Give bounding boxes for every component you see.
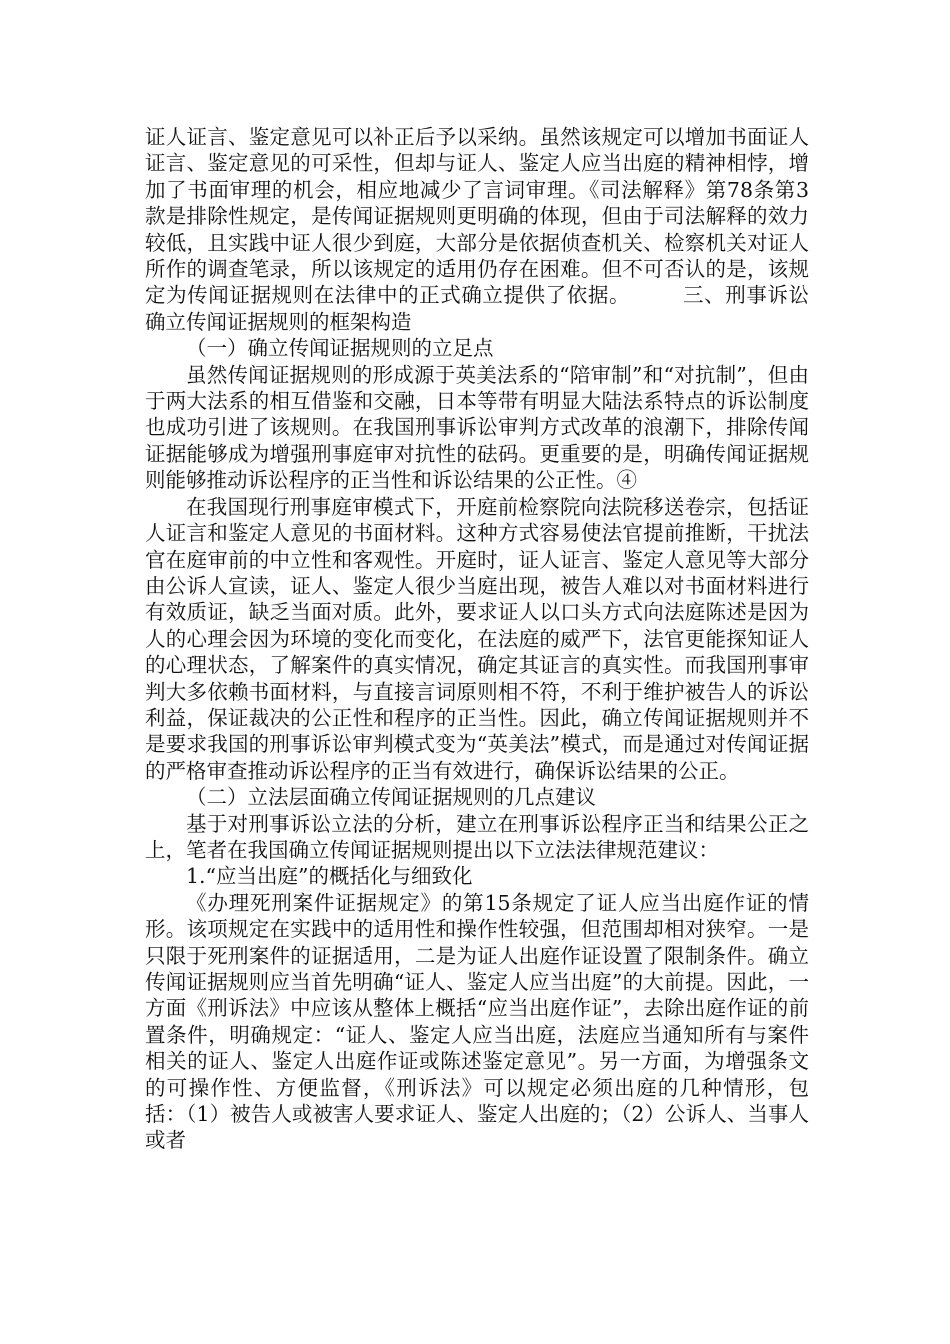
subsection-heading: 1.“应当出庭”的概括化与细致化 bbox=[186, 864, 473, 889]
document-body bbox=[145, 124, 809, 1154]
body-paragraph: 证人证言、鉴定意见可以补正后予以采纳。虽然该规定可以增加书面证人证言、鉴定意见的可采性，但却与证人、鉴定人应当出庭的精神相悖，增加了书面审理的机会，相应地减少了言词审理。《司法解释》第78条第3款是排除性规定，是传闻证据规则更明确的体现，但由于司法解释的效力较低，且实践中证人很少到庭，大部分是依据侦查机关、检察机关对证人所作的调查笔录，所以该规定的适用仍存在困难。但不可否认的是，该规定为传闻证据规则在法律中的正式确立提供了依据。 三、刑事诉讼确立传闻证据规则的框架构造 bbox=[145, 125, 809, 334]
section-heading: （一）确立传闻证据规则的立足点 bbox=[186, 336, 494, 361]
body-paragraph: 基于对刑事诉讼立法的分析，建立在刑事诉讼程序正当和结果公正之上，笔者在我国确立传闻证据规则提出以下立法法律规范建议： bbox=[145, 811, 809, 862]
body-paragraph: 虽然传闻证据规则的形成源于英美法系的“陪审制”和“对抗制”，但由于两大法系的相互借鉴和交融，日本等带有明显大陆法系特点的诉讼制度也成功引进了该规则。在我国刑事诉讼审判方式改革的浪潮下，排除传闻证据能够成为增强刑事庭审对抗性的砝码。更重要的是，明确传闻证据规则能够推动诉讼程序的正当性和诉讼结果的公正性。④ bbox=[145, 362, 809, 493]
body-paragraph: 《办理死刑案件证据规定》的第15条规定了证人应当出庭作证的情形。该项规定在实践中的适用性和操作性较强，但范围却相对狭窄。一是只限于死刑案件的证据适用，二是为证人出庭作证设置了限制条件。确立传闻证据规则应当首先明确“证人、鉴定人应当出庭”的大前提。因此，一方面《刑诉法》中应该从整体上概括“应当出庭作证”，去除出庭作证的前置条件，明确规定：“证人、鉴定人应当出庭，法庭应当通知所有与案件相关的证人、鉴定人出庭作证或陈述鉴定意见”。另一方面，为增强条文的可操作性、方便监督，《刑诉法》可以规定必须出庭的几种情形，包括：（1）被告人或被害人要求证人、鉴定人出庭的；（2）公诉人、当事人或者 bbox=[145, 890, 809, 1153]
section-heading: （二）立法层面确立传闻证据规则的几点建议 bbox=[186, 785, 596, 810]
body-paragraph: 在我国现行刑事庭审模式下，开庭前检察院向法院移送卷宗，包括证人证言和鉴定人意见的书面材料。这种方式容易使法官提前推断，干扰法官在庭审前的中立性和客观性。开庭时，证人证言、鉴定人意见等大部分由公诉人宣读，证人、鉴定人很少当庭出现，被告人难以对书面材料进行有效质证，缺乏当面对质。此外，要求证人以口头方式向法庭陈述是因为人的心理会因为环境的变化而变化，在法庭的威严下，法官更能探知证人的心理状态，了解案件的真实情况，确定其证言的真实性。而我国刑事审判大多依赖书面材料，与直接言词原则相不符，不利于维护被告人的诉讼利益，保证裁决的公正性和程序的正当性。因此，确立传闻证据规则并不是要求我国的刑事诉讼审判模式变为“英美法”模式，而是通过对传闻证据的严格审查推动诉讼程序的正当有效进行，确保诉讼结果的公正。 bbox=[145, 494, 809, 783]
